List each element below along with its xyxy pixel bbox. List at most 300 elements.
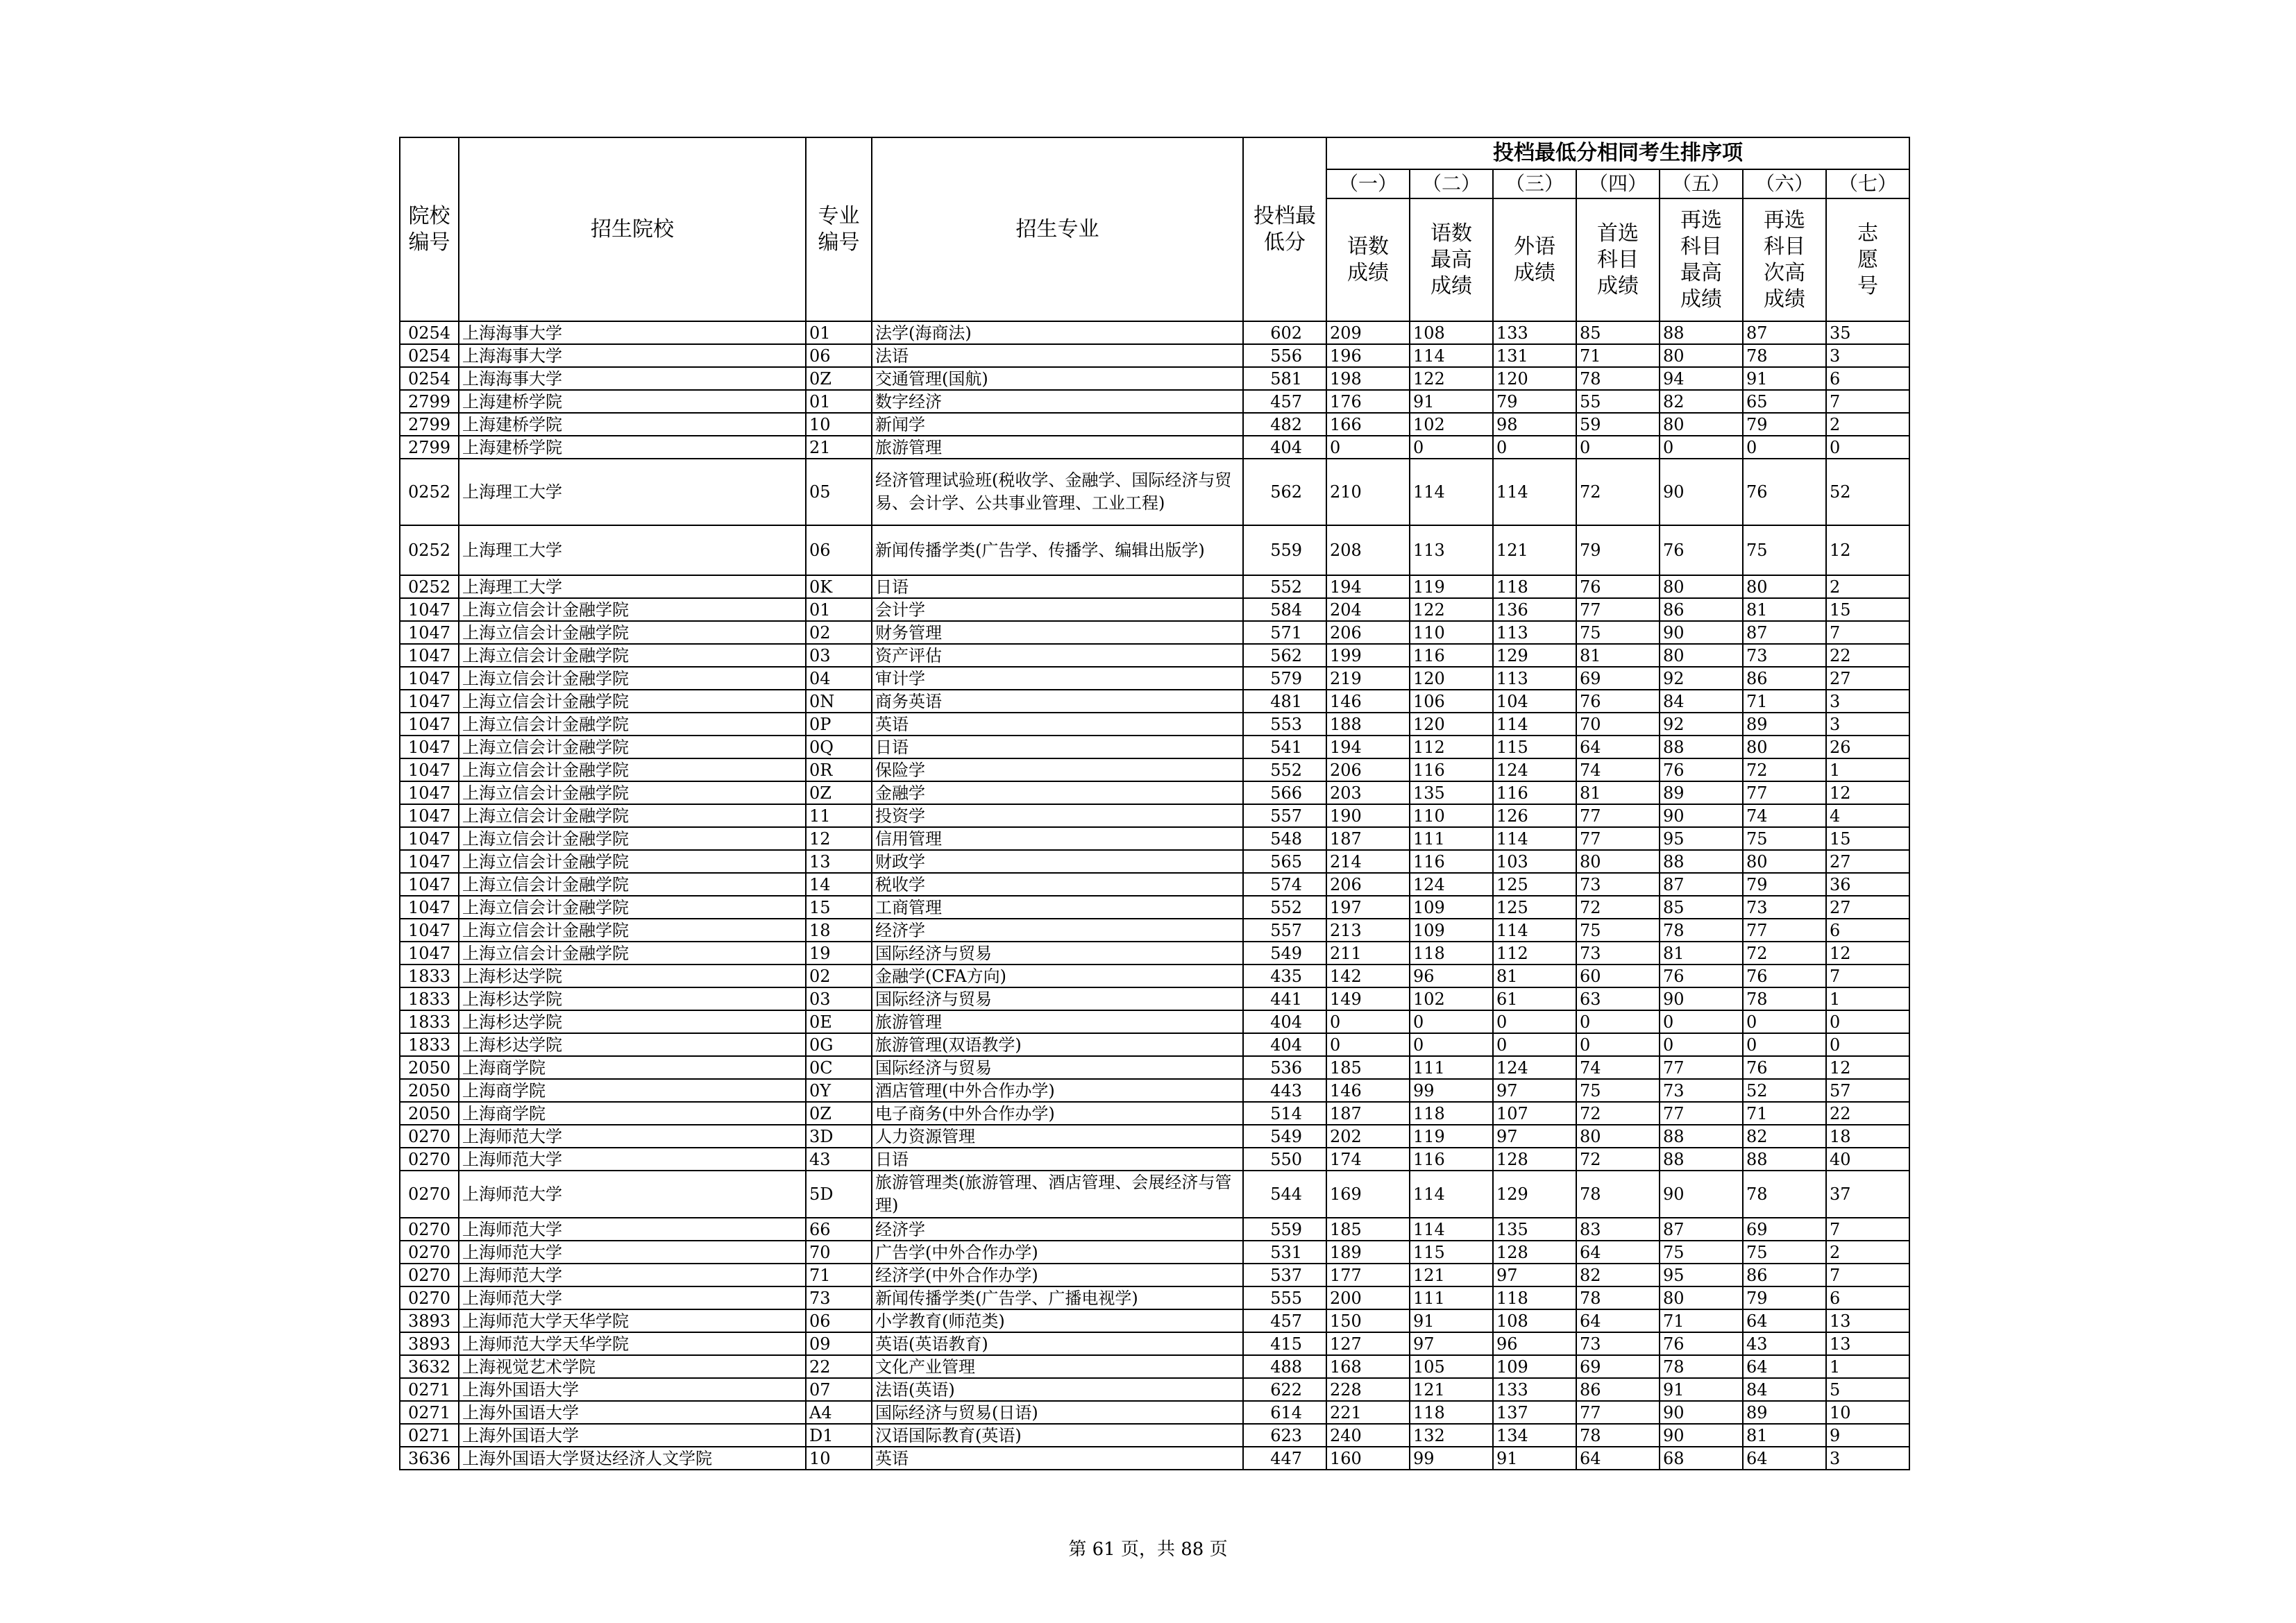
tiebreak-value-cell: 1	[1826, 987, 1909, 1010]
school-code-cell: 2050	[400, 1102, 459, 1125]
min-score-cell: 541	[1243, 736, 1326, 758]
tiebreak-value-cell: 3	[1826, 344, 1909, 367]
table-row	[400, 344, 1909, 367]
tiebreak-value-cell: 80	[1660, 1286, 1743, 1309]
tiebreak-value-cell: 194	[1326, 575, 1410, 598]
tiebreak-value-cell: 27	[1826, 667, 1909, 690]
tiebreak-value-cell: 70	[1576, 713, 1660, 736]
table-row	[400, 667, 1909, 690]
tiebreak-value-cell: 72	[1743, 942, 1826, 965]
major-name-cell: 旅游管理	[872, 1010, 1243, 1033]
school-name-cell: 上海师范大学天华学院	[459, 1332, 806, 1355]
school-code-cell: 1047	[400, 644, 459, 667]
tiebreak-value-cell: 64	[1576, 1309, 1660, 1332]
min-score-cell: 574	[1243, 873, 1326, 896]
tiebreak-value-cell: 0	[1576, 1033, 1660, 1056]
major-code-cell: 02	[806, 621, 872, 644]
tiebreak-value-cell: 185	[1326, 1218, 1410, 1241]
tiebreak-value-cell: 92	[1660, 713, 1743, 736]
tiebreak-value-cell: 77	[1576, 804, 1660, 827]
min-score-cell: 553	[1243, 713, 1326, 736]
tiebreak-value-cell: 89	[1660, 781, 1743, 804]
tiebreak-value-cell: 4	[1826, 804, 1909, 827]
tiebreak-value-cell: 166	[1326, 413, 1410, 436]
tiebreak-value-cell: 90	[1660, 1171, 1743, 1218]
table-row	[400, 1401, 1909, 1424]
min-score-cell: 581	[1243, 367, 1326, 390]
tiebreak-value-cell: 129	[1493, 1171, 1576, 1218]
tiebreak-value-cell: 124	[1493, 1056, 1576, 1079]
school-name-cell: 上海理工大学	[459, 575, 806, 598]
tiebreak-value-cell: 94	[1660, 367, 1743, 390]
tiebreak-value-cell: 74	[1576, 1056, 1660, 1079]
tiebreak-value-cell: 88	[1660, 1148, 1743, 1171]
table-row	[400, 436, 1909, 459]
school-name-cell: 上海立信会计金融学院	[459, 850, 806, 873]
tiebreak-value-cell: 111	[1410, 1286, 1493, 1309]
table-row	[400, 1056, 1909, 1079]
min-score-cell: 536	[1243, 1056, 1326, 1079]
tiebreak-value-cell: 116	[1493, 781, 1576, 804]
min-score-cell: 531	[1243, 1241, 1326, 1264]
header-sub-label: 再选科目最高成绩	[1660, 198, 1743, 321]
school-code-cell: 1047	[400, 758, 459, 781]
major-code-cell: 02	[806, 965, 872, 987]
tiebreak-value-cell: 75	[1576, 1079, 1660, 1102]
table-row	[400, 804, 1909, 827]
tiebreak-value-cell: 6	[1826, 1286, 1909, 1309]
school-name-cell: 上海建桥学院	[459, 413, 806, 436]
table-row	[400, 644, 1909, 667]
school-code-cell: 1047	[400, 850, 459, 873]
tiebreak-value-cell: 111	[1410, 827, 1493, 850]
tiebreak-value-cell: 121	[1410, 1264, 1493, 1286]
major-code-cell: 0Y	[806, 1079, 872, 1102]
tiebreak-value-cell: 78	[1660, 1355, 1743, 1378]
tiebreak-value-cell: 0	[1576, 1010, 1660, 1033]
tiebreak-value-cell: 204	[1326, 598, 1410, 621]
tiebreak-value-cell: 122	[1410, 598, 1493, 621]
tiebreak-value-cell: 115	[1410, 1241, 1493, 1264]
major-name-cell: 日语	[872, 736, 1243, 758]
major-code-cell: 0K	[806, 575, 872, 598]
tiebreak-value-cell: 200	[1326, 1286, 1410, 1309]
min-score-cell: 565	[1243, 850, 1326, 873]
tiebreak-value-cell: 97	[1493, 1125, 1576, 1148]
tiebreak-value-cell: 87	[1660, 873, 1743, 896]
min-score-cell: 443	[1243, 1079, 1326, 1102]
tiebreak-value-cell: 80	[1660, 644, 1743, 667]
min-score-cell: 482	[1243, 413, 1326, 436]
major-code-cell: 03	[806, 644, 872, 667]
tiebreak-value-cell: 113	[1493, 667, 1576, 690]
header-major-code: 专业编号	[806, 137, 872, 321]
min-score-cell: 447	[1243, 1447, 1326, 1470]
tiebreak-value-cell: 76	[1576, 690, 1660, 713]
table-row	[400, 896, 1909, 919]
header-sub-label: 外语成绩	[1493, 198, 1576, 321]
tiebreak-value-cell: 115	[1493, 736, 1576, 758]
tiebreak-value-cell: 120	[1410, 667, 1493, 690]
school-name-cell: 上海商学院	[459, 1102, 806, 1125]
tiebreak-value-cell: 112	[1410, 736, 1493, 758]
tiebreak-value-cell: 90	[1660, 987, 1743, 1010]
table-row	[400, 525, 1909, 575]
tiebreak-value-cell: 7	[1826, 621, 1909, 644]
tiebreak-value-cell: 160	[1326, 1447, 1410, 1470]
min-score-cell: 549	[1243, 942, 1326, 965]
tiebreak-value-cell: 13	[1826, 1309, 1909, 1332]
tiebreak-value-cell: 73	[1743, 896, 1826, 919]
tiebreak-value-cell: 27	[1826, 896, 1909, 919]
major-code-cell: 07	[806, 1378, 872, 1401]
tiebreak-value-cell: 97	[1493, 1264, 1576, 1286]
tiebreak-value-cell: 128	[1493, 1241, 1576, 1264]
tiebreak-value-cell: 213	[1326, 919, 1410, 942]
tiebreak-value-cell: 133	[1493, 1378, 1576, 1401]
table-row	[400, 1033, 1909, 1056]
tiebreak-value-cell: 74	[1576, 758, 1660, 781]
major-name-cell: 经济管理试验班(税收学、金融学、国际经济与贸易、会计学、公共事业管理、工业工程)	[872, 459, 1243, 525]
school-name-cell: 上海理工大学	[459, 525, 806, 575]
major-name-cell: 审计学	[872, 667, 1243, 690]
school-code-cell: 1047	[400, 942, 459, 965]
min-score-cell: 579	[1243, 667, 1326, 690]
major-code-cell: 70	[806, 1241, 872, 1264]
tiebreak-value-cell: 87	[1743, 621, 1826, 644]
major-code-cell: 10	[806, 1447, 872, 1470]
major-name-cell: 英语(英语教育)	[872, 1332, 1243, 1355]
school-name-cell: 上海商学院	[459, 1056, 806, 1079]
school-code-cell: 0270	[400, 1125, 459, 1148]
school-name-cell: 上海立信会计金融学院	[459, 827, 806, 850]
table-row	[400, 873, 1909, 896]
tiebreak-value-cell: 88	[1743, 1148, 1826, 1171]
table-row	[400, 1102, 1909, 1125]
major-code-cell: 43	[806, 1148, 872, 1171]
major-name-cell: 人力资源管理	[872, 1125, 1243, 1148]
min-score-cell: 404	[1243, 1010, 1326, 1033]
table-row	[400, 321, 1909, 344]
school-name-cell: 上海海事大学	[459, 321, 806, 344]
header-sub-number: （一）	[1326, 169, 1410, 198]
tiebreak-value-cell: 119	[1410, 1125, 1493, 1148]
tiebreak-value-cell: 102	[1410, 413, 1493, 436]
school-code-cell: 1833	[400, 1010, 459, 1033]
school-name-cell: 上海建桥学院	[459, 436, 806, 459]
major-name-cell: 财政学	[872, 850, 1243, 873]
tiebreak-value-cell: 111	[1410, 1056, 1493, 1079]
school-code-cell: 1047	[400, 621, 459, 644]
tiebreak-value-cell: 91	[1743, 367, 1826, 390]
min-score-cell: 488	[1243, 1355, 1326, 1378]
tiebreak-value-cell: 3	[1826, 713, 1909, 736]
major-name-cell: 新闻传播学类(广告学、广播电视学)	[872, 1286, 1243, 1309]
tiebreak-value-cell: 0	[1493, 1010, 1576, 1033]
header-school-name: 招生院校	[459, 137, 806, 321]
tiebreak-value-cell: 0	[1660, 1010, 1743, 1033]
school-name-cell: 上海立信会计金融学院	[459, 621, 806, 644]
tiebreak-value-cell: 75	[1576, 621, 1660, 644]
school-name-cell: 上海师范大学	[459, 1171, 806, 1218]
tiebreak-value-cell: 55	[1576, 390, 1660, 413]
tiebreak-value-cell: 149	[1326, 987, 1410, 1010]
tiebreak-value-cell: 89	[1743, 713, 1826, 736]
tiebreak-value-cell: 3	[1826, 690, 1909, 713]
school-name-cell: 上海立信会计金融学院	[459, 873, 806, 896]
major-code-cell: 13	[806, 850, 872, 873]
tiebreak-value-cell: 203	[1326, 781, 1410, 804]
table-row	[400, 827, 1909, 850]
major-code-cell: 14	[806, 873, 872, 896]
tiebreak-value-cell: 121	[1493, 525, 1576, 575]
tiebreak-value-cell: 206	[1326, 758, 1410, 781]
tiebreak-value-cell: 81	[1576, 781, 1660, 804]
tiebreak-value-cell: 3	[1826, 1447, 1909, 1470]
major-name-cell: 广告学(中外合作办学)	[872, 1241, 1243, 1264]
tiebreak-value-cell: 137	[1493, 1401, 1576, 1424]
tiebreak-value-cell: 75	[1743, 525, 1826, 575]
tiebreak-value-cell: 64	[1743, 1309, 1826, 1332]
tiebreak-value-cell: 74	[1743, 804, 1826, 827]
tiebreak-value-cell: 0	[1826, 1033, 1909, 1056]
major-name-cell: 汉语国际教育(英语)	[872, 1424, 1243, 1447]
tiebreak-value-cell: 73	[1576, 942, 1660, 965]
header-sub-number: （三）	[1493, 169, 1576, 198]
tiebreak-value-cell: 35	[1826, 321, 1909, 344]
table-row	[400, 736, 1909, 758]
tiebreak-value-cell: 0	[1493, 1033, 1576, 1056]
tiebreak-value-cell: 114	[1410, 459, 1493, 525]
major-code-cell: 01	[806, 321, 872, 344]
tiebreak-value-cell: 80	[1660, 575, 1743, 598]
tiebreak-value-cell: 146	[1326, 1079, 1410, 1102]
tiebreak-value-cell: 240	[1326, 1424, 1410, 1447]
min-score-cell: 559	[1243, 1218, 1326, 1241]
tiebreak-value-cell: 71	[1660, 1309, 1743, 1332]
tiebreak-value-cell: 126	[1493, 804, 1576, 827]
tiebreak-value-cell: 78	[1660, 919, 1743, 942]
major-code-cell: 01	[806, 390, 872, 413]
tiebreak-value-cell: 90	[1660, 1424, 1743, 1447]
school-code-cell: 0270	[400, 1171, 459, 1218]
tiebreak-value-cell: 78	[1743, 987, 1826, 1010]
header-sub-number: （四）	[1576, 169, 1660, 198]
table-row	[400, 1241, 1909, 1264]
tiebreak-value-cell: 76	[1743, 1056, 1826, 1079]
tiebreak-value-cell: 196	[1326, 344, 1410, 367]
tiebreak-value-cell: 0	[1743, 1010, 1826, 1033]
table-row	[400, 690, 1909, 713]
major-name-cell: 旅游管理	[872, 436, 1243, 459]
tiebreak-value-cell: 125	[1493, 873, 1576, 896]
table-body	[400, 321, 1909, 1470]
school-code-cell: 1833	[400, 1033, 459, 1056]
tiebreak-value-cell: 114	[1410, 1218, 1493, 1241]
tiebreak-value-cell: 95	[1660, 827, 1743, 850]
tiebreak-value-cell: 105	[1410, 1355, 1493, 1378]
school-code-cell: 2050	[400, 1056, 459, 1079]
tiebreak-value-cell: 80	[1660, 344, 1743, 367]
major-code-cell: 18	[806, 919, 872, 942]
table-row	[400, 413, 1909, 436]
header-sub-number: （五）	[1660, 169, 1743, 198]
school-code-cell: 0254	[400, 344, 459, 367]
tiebreak-value-cell: 86	[1660, 598, 1743, 621]
school-code-cell: 0271	[400, 1401, 459, 1424]
tiebreak-value-cell: 73	[1660, 1079, 1743, 1102]
school-code-cell: 0270	[400, 1241, 459, 1264]
min-score-cell: 557	[1243, 919, 1326, 942]
tiebreak-value-cell: 75	[1660, 1241, 1743, 1264]
tiebreak-value-cell: 84	[1660, 690, 1743, 713]
min-score-cell: 584	[1243, 598, 1326, 621]
major-name-cell: 日语	[872, 575, 1243, 598]
tiebreak-value-cell: 80	[1660, 413, 1743, 436]
min-score-cell: 537	[1243, 1264, 1326, 1286]
major-code-cell: 01	[806, 598, 872, 621]
school-name-cell: 上海师范大学	[459, 1264, 806, 1286]
major-name-cell: 保险学	[872, 758, 1243, 781]
tiebreak-value-cell: 2	[1826, 413, 1909, 436]
header-min-score: 投档最低分	[1243, 137, 1326, 321]
table-row	[400, 459, 1909, 525]
school-name-cell: 上海师范大学天华学院	[459, 1309, 806, 1332]
tiebreak-value-cell: 83	[1576, 1218, 1660, 1241]
tiebreak-value-cell: 72	[1576, 896, 1660, 919]
tiebreak-value-cell: 108	[1410, 321, 1493, 344]
header-sub-label: 再选科目次高成绩	[1743, 198, 1826, 321]
tiebreak-value-cell: 211	[1326, 942, 1410, 965]
major-code-cell: 0R	[806, 758, 872, 781]
tiebreak-value-cell: 90	[1660, 459, 1743, 525]
table-row	[400, 1286, 1909, 1309]
header-major-name: 招生专业	[872, 137, 1243, 321]
major-code-cell: 0Z	[806, 781, 872, 804]
tiebreak-value-cell: 109	[1410, 896, 1493, 919]
tiebreak-value-cell: 116	[1410, 1148, 1493, 1171]
tiebreak-value-cell: 86	[1743, 1264, 1826, 1286]
tiebreak-value-cell: 80	[1743, 850, 1826, 873]
school-name-cell: 上海理工大学	[459, 459, 806, 525]
tiebreak-value-cell: 63	[1576, 987, 1660, 1010]
tiebreak-value-cell: 206	[1326, 873, 1410, 896]
min-score-cell: 556	[1243, 344, 1326, 367]
school-code-cell: 0252	[400, 459, 459, 525]
tiebreak-value-cell: 96	[1410, 965, 1493, 987]
tiebreak-value-cell: 76	[1576, 575, 1660, 598]
major-code-cell: 3D	[806, 1125, 872, 1148]
table-row	[400, 1148, 1909, 1171]
tiebreak-value-cell: 71	[1743, 1102, 1826, 1125]
tiebreak-value-cell: 12	[1826, 1056, 1909, 1079]
table-row	[400, 1171, 1909, 1218]
min-score-cell: 614	[1243, 1401, 1326, 1424]
min-score-cell: 623	[1243, 1424, 1326, 1447]
school-name-cell: 上海外国语大学	[459, 1401, 806, 1424]
major-code-cell: A4	[806, 1401, 872, 1424]
tiebreak-value-cell: 72	[1576, 1148, 1660, 1171]
tiebreak-value-cell: 109	[1410, 919, 1493, 942]
major-name-cell: 税收学	[872, 873, 1243, 896]
tiebreak-value-cell: 88	[1660, 1125, 1743, 1148]
major-name-cell: 财务管理	[872, 621, 1243, 644]
major-name-cell: 法学(海商法)	[872, 321, 1243, 344]
tiebreak-value-cell: 221	[1326, 1401, 1410, 1424]
tiebreak-value-cell: 78	[1576, 1171, 1660, 1218]
tiebreak-value-cell: 168	[1326, 1355, 1410, 1378]
header-school-code: 院校编号	[400, 137, 459, 321]
tiebreak-value-cell: 133	[1493, 321, 1576, 344]
school-code-cell: 1047	[400, 598, 459, 621]
tiebreak-value-cell: 0	[1743, 436, 1826, 459]
tiebreak-value-cell: 0	[1410, 436, 1493, 459]
tiebreak-value-cell: 85	[1576, 321, 1660, 344]
major-name-cell: 国际经济与贸易(日语)	[872, 1401, 1243, 1424]
tiebreak-value-cell: 78	[1743, 1171, 1826, 1218]
tiebreak-value-cell: 95	[1660, 1264, 1743, 1286]
tiebreak-value-cell: 0	[1576, 436, 1660, 459]
tiebreak-value-cell: 12	[1826, 942, 1909, 965]
tiebreak-value-cell: 128	[1493, 1148, 1576, 1171]
school-name-cell: 上海师范大学	[459, 1241, 806, 1264]
tiebreak-value-cell: 78	[1576, 1286, 1660, 1309]
major-name-cell: 新闻学	[872, 413, 1243, 436]
tiebreak-value-cell: 0	[1410, 1010, 1493, 1033]
school-name-cell: 上海立信会计金融学院	[459, 644, 806, 667]
tiebreak-value-cell: 2	[1826, 575, 1909, 598]
tiebreak-value-cell: 91	[1660, 1378, 1743, 1401]
tiebreak-value-cell: 81	[1576, 644, 1660, 667]
min-score-cell: 571	[1243, 621, 1326, 644]
school-name-cell: 上海立信会计金融学院	[459, 896, 806, 919]
major-code-cell: 06	[806, 344, 872, 367]
tiebreak-value-cell: 114	[1493, 919, 1576, 942]
major-name-cell: 旅游管理类(旅游管理、酒店管理、会展经济与管理)	[872, 1171, 1243, 1218]
min-score-cell: 602	[1243, 321, 1326, 344]
tiebreak-value-cell: 87	[1660, 1218, 1743, 1241]
school-code-cell: 0252	[400, 525, 459, 575]
table-row	[400, 987, 1909, 1010]
major-name-cell: 电子商务(中外合作办学)	[872, 1102, 1243, 1125]
tiebreak-value-cell: 228	[1326, 1378, 1410, 1401]
major-code-cell: 71	[806, 1264, 872, 1286]
tiebreak-value-cell: 169	[1326, 1171, 1410, 1218]
tiebreak-value-cell: 22	[1826, 644, 1909, 667]
tiebreak-value-cell: 73	[1576, 1332, 1660, 1355]
school-code-cell: 0271	[400, 1378, 459, 1401]
major-code-cell: 09	[806, 1332, 872, 1355]
major-code-cell: 0Q	[806, 736, 872, 758]
tiebreak-value-cell: 118	[1493, 575, 1576, 598]
tiebreak-value-cell: 131	[1493, 344, 1576, 367]
tiebreak-value-cell: 80	[1743, 575, 1826, 598]
school-code-cell: 0270	[400, 1218, 459, 1241]
tiebreak-value-cell: 116	[1410, 758, 1493, 781]
tiebreak-value-cell: 89	[1743, 1401, 1826, 1424]
min-score-cell: 550	[1243, 1148, 1326, 1171]
tiebreak-value-cell: 113	[1410, 525, 1493, 575]
table-row	[400, 758, 1909, 781]
tiebreak-value-cell: 80	[1576, 850, 1660, 873]
school-code-cell: 1047	[400, 873, 459, 896]
tiebreak-value-cell: 75	[1743, 827, 1826, 850]
tiebreak-value-cell: 71	[1576, 344, 1660, 367]
tiebreak-value-cell: 73	[1576, 873, 1660, 896]
school-code-cell: 0254	[400, 321, 459, 344]
tiebreak-value-cell: 116	[1410, 850, 1493, 873]
major-code-cell: 0G	[806, 1033, 872, 1056]
